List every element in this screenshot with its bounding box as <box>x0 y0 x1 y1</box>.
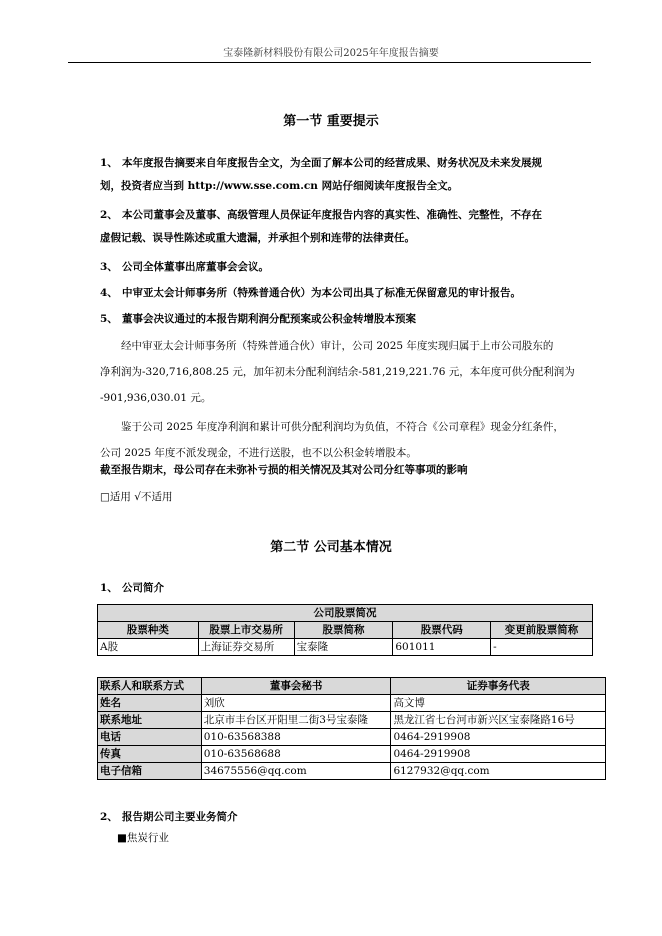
profit-line-1: 经中审亚太会计师事务所（特殊普通合伙）审计，公司 2025 年度实现归属于上市公司股东的 <box>121 340 554 352</box>
contact-header-representative: 证券事务代表 <box>391 678 606 695</box>
item-1-line1: 本年度报告摘要来自年度报告全文，为全面了解本公司的经营成果、财务状况及未来发展规 <box>122 157 542 169</box>
contact-row-label: 联系地址 <box>98 712 202 729</box>
contact-header-secretary: 董事会秘书 <box>201 678 391 695</box>
contact-row-secretary: 刘欣 <box>201 695 391 712</box>
contact-row-secretary: 北京市丰台区开阳里二街3号宝泰隆 <box>201 712 391 729</box>
subsection-1-num: 1、 <box>100 582 118 594</box>
item-1-line2: 划，投资者应当到 http://www.sse.com.cn 网站仔细阅读年度报告全文。 <box>100 180 459 192</box>
contact-row-representative: 黑龙江省七台河市新兴区宝泰隆路16号 <box>391 712 606 729</box>
dividend-line-2: 公司 2025 年度不派发现金，不进行送股，也不以公积金转增股本。 <box>100 447 417 459</box>
stock-cell-prev-abbr: - <box>491 639 593 656</box>
stock-table-title: 公司股票简况 <box>98 605 593 622</box>
industry-label: ■焦炭行业 <box>117 832 169 844</box>
stock-header-abbr: 股票简称 <box>294 622 393 639</box>
stock-header-code: 股票代码 <box>393 622 491 639</box>
header-divider <box>68 62 591 63</box>
section2-title: 第二节 公司基本情况 <box>270 540 392 555</box>
contact-row-label: 传真 <box>98 746 202 763</box>
stock-cell-code: 601011 <box>393 639 491 656</box>
item-4 <box>100 282 592 305</box>
item-1 <box>100 152 592 198</box>
item-3 <box>100 256 592 279</box>
item-5-text: 董事会决议通过的本报告期利润分配预案或公积金转增股本预案 <box>122 313 416 325</box>
stock-table <box>97 604 593 656</box>
contact-table <box>97 677 606 780</box>
item-2-line1: 本公司董事会及董事、高级管理人员保证年度报告内容的真实性、准确性、完整性，不存在 <box>122 209 542 221</box>
stock-header-exchange: 股票上市交易所 <box>198 622 294 639</box>
contact-row-secretary: 34675556@qq.com <box>201 763 391 780</box>
item-3-text: 公司全体董事出席董事会会议。 <box>122 261 269 273</box>
item-4-text: 中审亚太会计师事务所（特殊普通合伙）为本公司出具了标准无保留意见的审计报告。 <box>122 287 521 299</box>
contact-row-label: 电子信箱 <box>98 763 202 780</box>
contact-row-representative: 0464-2919908 <box>391 729 606 746</box>
item-2-num: 2、 <box>100 209 118 221</box>
section1-title: 第一节 重要提示 <box>283 114 379 129</box>
contact-row-label: 电话 <box>98 729 202 746</box>
dividend-line-1: 鉴于公司 2025 年度净利润和累计可供分配利润均为负值，不符合《公司章程》现金分红条件， <box>121 421 564 433</box>
item-2-line2: 虚假记载、误导性陈述或重大遗漏，并承担个别和连带的法律责任。 <box>100 232 415 244</box>
contact-row-secretary: 010-63568388 <box>201 729 391 746</box>
stock-header-prev-abbr: 变更前股票简称 <box>491 622 593 639</box>
item-5 <box>100 308 592 331</box>
profit-paragraph <box>100 333 592 411</box>
profit-line-2: 净利润为-320,716,808.25 元，加年初未分配利润结余-581,219,221.76 元，本年度可供分配利润为 <box>100 366 575 378</box>
contact-row-label: 姓名 <box>98 695 202 712</box>
subsection-2-num: 2、 <box>100 811 118 823</box>
item-2 <box>100 204 592 250</box>
stock-header-type: 股票种类 <box>98 622 199 639</box>
contact-row-representative: 6127932@qq.com <box>391 763 606 780</box>
subsection-1 <box>100 577 592 600</box>
stock-cell-type: A股 <box>98 639 199 656</box>
page-header: 宝泰隆新材料股份有限公司2025年年度报告摘要 <box>223 48 439 59</box>
stock-cell-abbr: 宝泰隆 <box>294 639 393 656</box>
item-3-num: 3、 <box>100 261 118 273</box>
item-4-num: 4、 <box>100 287 118 299</box>
applicability-options: □适用 √不适用 <box>100 491 173 503</box>
item-1-num: 1、 <box>100 157 118 169</box>
profit-line-3: -901,936,030.01 元。 <box>100 392 212 404</box>
deficit-heading: 截至报告期末，母公司存在未弥补亏损的相关情况及其对公司分红等事项的影响 <box>100 464 468 476</box>
contact-row-representative: 高文博 <box>391 695 606 712</box>
subsection-1-label: 公司简介 <box>122 582 164 594</box>
contact-header-label: 联系人和联系方式 <box>98 678 202 695</box>
contact-row-secretary: 010-63568688 <box>201 746 391 763</box>
item-5-num: 5、 <box>100 313 118 325</box>
subsection-2-label: 报告期公司主要业务简介 <box>122 811 238 823</box>
stock-cell-exchange: 上海证券交易所 <box>198 639 294 656</box>
subsection-2 <box>100 806 592 829</box>
contact-row-representative: 0464-2919908 <box>391 746 606 763</box>
